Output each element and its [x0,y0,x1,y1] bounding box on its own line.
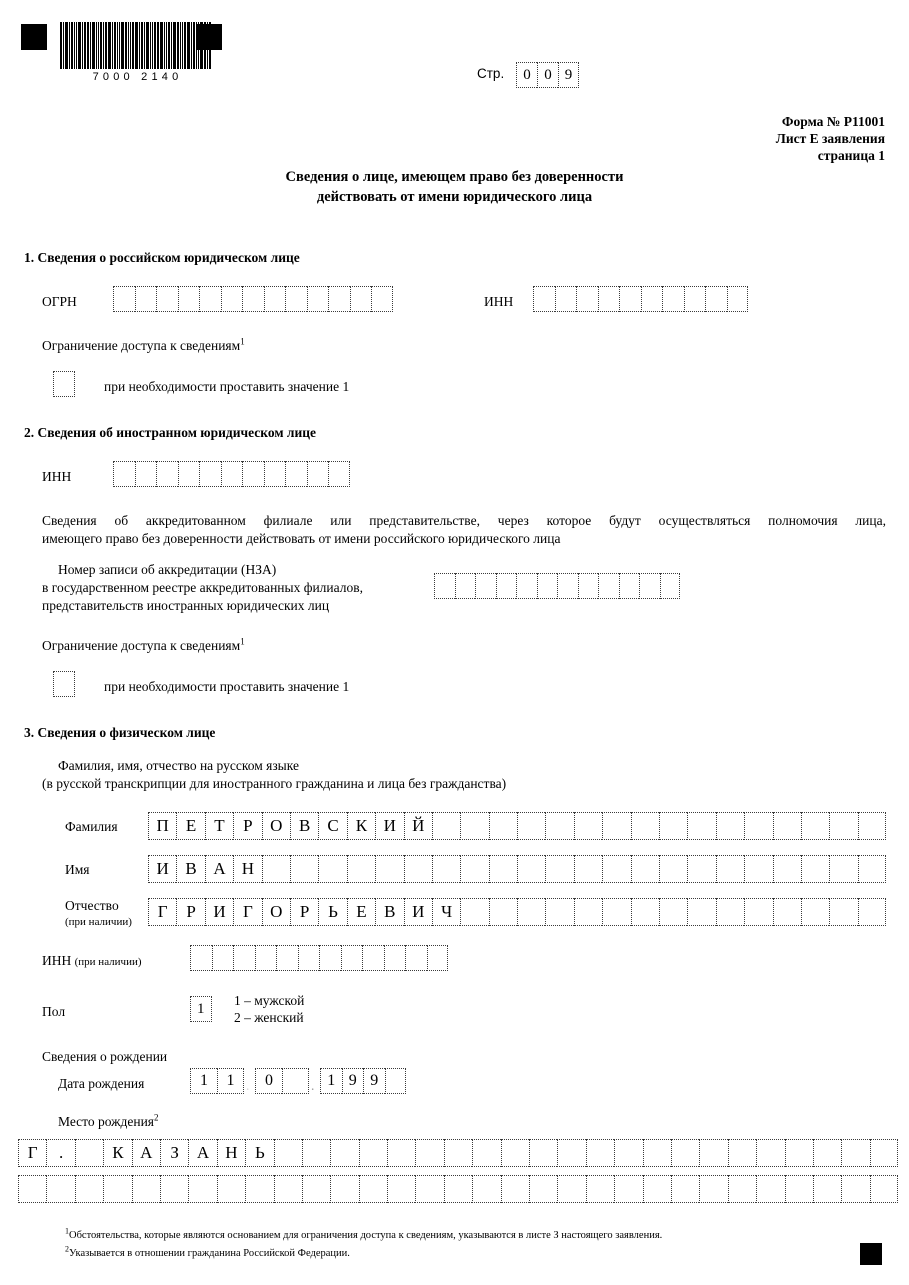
cell[interactable]: 9 [363,1068,385,1094]
cell[interactable] [586,1139,614,1167]
cell[interactable] [671,1175,699,1203]
cell[interactable] [602,855,630,883]
birth-date-label: Дата рождения [58,1076,145,1091]
form-sheet: Лист Е заявления [775,131,885,146]
cell[interactable] [385,1068,407,1094]
branch-info-text-line-2: имеющего право без доверенности действовать от имени российского юридического лица [42,531,561,546]
cell[interactable] [387,1175,415,1203]
cell[interactable] [858,855,886,883]
cell[interactable]: Н [217,1139,245,1167]
cell[interactable] [801,855,829,883]
gender-option-male: 1 – мужской [234,993,305,1008]
cell[interactable] [870,1175,898,1203]
cell[interactable] [619,573,640,599]
cell[interactable] [178,286,200,312]
cell[interactable] [785,1139,813,1167]
cell[interactable] [545,855,573,883]
cell[interactable]: Ь [245,1139,273,1167]
cell[interactable]: С [318,812,346,840]
cell[interactable] [631,812,659,840]
cell[interactable] [641,286,663,312]
gender-label: Пол [42,1004,66,1019]
cell[interactable]: 1 [320,1068,342,1094]
registration-mark-top-left [21,24,47,50]
cell[interactable] [716,812,744,840]
cell[interactable] [858,812,886,840]
cell[interactable] [574,812,602,840]
cell[interactable] [199,286,221,312]
cell[interactable] [858,898,886,926]
cell[interactable] [829,812,857,840]
cell[interactable]: А [205,855,233,883]
barcode-image [60,22,212,69]
cell[interactable] [841,1175,869,1203]
firstname-input[interactable] [148,855,886,883]
cell[interactable]: О [262,812,290,840]
restriction-label-1: Ограничение доступа к сведениям$^1$ [42,336,245,353]
cell[interactable] [330,1175,358,1203]
cell[interactable] [330,1139,358,1167]
restriction-hint-2: при необходимости проставить значение 1 [104,679,350,694]
birth-date-separator-1: . [246,1078,250,1093]
cell[interactable]: И [148,855,176,883]
cell[interactable] [319,945,341,971]
cell[interactable] [285,461,307,487]
birth-place-input-line-2[interactable] [18,1175,898,1203]
cell[interactable] [285,286,307,312]
cell[interactable]: 1 [217,1068,244,1094]
cell[interactable] [529,1175,557,1203]
cell[interactable] [576,286,598,312]
birth-place-input-line-1[interactable] [18,1139,898,1167]
cell[interactable] [671,1139,699,1167]
cell[interactable] [53,371,75,397]
cell[interactable] [132,1175,160,1203]
cell[interactable] [75,1139,103,1167]
cell[interactable] [302,1175,330,1203]
cell[interactable] [405,945,427,971]
cell[interactable] [274,1175,302,1203]
cell[interactable] [328,286,350,312]
barcode-number: 7000 2140 [92,71,183,83]
page-number-label: Стр. [477,66,505,81]
cell[interactable] [614,1139,642,1167]
cell[interactable] [341,945,363,971]
cell[interactable] [496,573,517,599]
cell[interactable] [801,898,829,926]
nza-label-line-3: представительств иностранных юридических лиц [42,598,330,613]
form-identification [776,113,885,164]
restriction-value-input-2[interactable] [53,671,75,697]
cell[interactable] [444,1175,472,1203]
cell[interactable] [773,812,801,840]
cell[interactable] [489,812,517,840]
name-note-line-1: Фамилия, имя, отчество на русском языке [58,758,299,773]
cell[interactable] [444,1139,472,1167]
cell[interactable] [687,898,715,926]
nza-label-line-1: Номер записи об аккредитации (НЗА) [58,562,277,577]
section-1-heading: 1. Сведения о российском юридическом лице [24,250,300,265]
cell[interactable] [245,1175,273,1203]
birth-day-input[interactable] [190,1068,244,1094]
cell[interactable] [307,286,329,312]
form-page-of-sheet: страница 1 [817,148,885,163]
cell[interactable]: В [290,812,318,840]
restriction-label-2: Ограничение доступа к сведениям$^1$ [42,636,245,653]
cell[interactable] [744,855,772,883]
birth-date-separator-2: . [311,1078,315,1093]
cell[interactable] [298,945,320,971]
page-title-line-1: Сведения о лице, имеющем право без доверенности [285,169,624,185]
cell[interactable] [598,286,620,312]
cell[interactable] [472,1139,500,1167]
nza-label-line-2: в государственном реестре аккредитованных филиалов, [42,580,363,595]
cell[interactable] [643,1175,671,1203]
footnote-2: $^2$Указывается в отношении гражданина Российской Федерации. [65,1244,350,1259]
cell[interactable] [434,573,455,599]
cell[interactable] [262,855,290,883]
cell[interactable] [113,461,135,487]
cell[interactable] [699,1175,727,1203]
name-note-line-2: (в русской транскрипции для иностранного гражданина и лица без гражданства) [42,776,507,791]
cell[interactable] [598,573,619,599]
cell[interactable] [135,286,157,312]
cell[interactable] [756,1175,784,1203]
cell[interactable]: Ч [432,898,460,926]
cell[interactable] [728,1139,756,1167]
cell[interactable] [813,1175,841,1203]
cell[interactable] [472,1175,500,1203]
cell[interactable] [190,945,212,971]
cell[interactable]: Т [205,812,233,840]
inn-foreign-label: ИНН [42,469,72,484]
cell[interactable] [705,286,727,312]
cell[interactable] [829,855,857,883]
cell[interactable] [517,812,545,840]
cell[interactable]: Г [148,898,176,926]
cell[interactable] [387,1139,415,1167]
cell[interactable] [687,855,715,883]
cell[interactable] [276,945,298,971]
cell[interactable] [557,1139,585,1167]
cell[interactable]: Ь [318,898,346,926]
cell[interactable] [188,1175,216,1203]
cell[interactable] [460,855,488,883]
cell[interactable]: И [205,898,233,926]
cell[interactable] [545,898,573,926]
cell[interactable] [870,1139,898,1167]
cell[interactable] [728,1175,756,1203]
cell[interactable] [529,1139,557,1167]
cell[interactable]: . [46,1139,74,1167]
surname-input[interactable] [148,812,886,840]
restriction-value-input-1[interactable] [53,371,75,397]
cell[interactable] [359,1139,387,1167]
cell[interactable] [307,461,329,487]
cell[interactable] [631,898,659,926]
cell[interactable]: Е [176,812,204,840]
patronymic-input[interactable] [148,898,886,926]
cell[interactable] [773,898,801,926]
cell[interactable] [744,898,772,926]
cell[interactable] [557,1175,585,1203]
cell[interactable]: 0 [255,1068,282,1094]
cell[interactable] [455,573,476,599]
cell[interactable]: Н [233,855,261,883]
cell[interactable] [404,855,432,883]
cell[interactable] [489,898,517,926]
cell[interactable] [264,461,286,487]
cell[interactable] [460,812,488,840]
surname-label: Фамилия [65,819,118,834]
cell[interactable] [602,812,630,840]
cell[interactable] [813,1139,841,1167]
cell[interactable] [53,671,75,697]
cell[interactable] [135,461,157,487]
cell[interactable]: Е [347,898,375,926]
section-2-heading: 2. Сведения об иностранном юридическом лице [24,425,317,440]
cell[interactable]: О [262,898,290,926]
birth-info-heading: Сведения о рождении [42,1049,168,1064]
cell[interactable] [660,573,681,599]
cell[interactable] [328,461,350,487]
cell[interactable] [517,898,545,926]
cell[interactable] [242,461,264,487]
cell[interactable] [242,286,264,312]
cell[interactable] [290,855,318,883]
form-number: Форма № Р11001 [781,114,885,129]
cell[interactable] [255,945,277,971]
page-title-line-2: действовать от имени юридического лица [316,189,593,205]
birth-month-input[interactable] [255,1068,309,1094]
cell[interactable] [375,855,403,883]
cell[interactable] [489,855,517,883]
cell[interactable] [103,1175,131,1203]
cell[interactable] [217,1175,245,1203]
patronymic-label: Отчество [65,898,119,913]
cell[interactable]: П [148,812,176,840]
cell[interactable] [178,461,200,487]
cell[interactable] [727,286,749,312]
cell[interactable] [302,1139,330,1167]
cell[interactable] [659,855,687,883]
cell[interactable] [631,855,659,883]
restriction-hint-1: при необходимости проставить значение 1 [104,379,350,394]
inn-ru-label: ИНН [484,294,514,309]
gender-option-female: 2 – женский [234,1010,304,1025]
cell[interactable] [199,461,221,487]
cell[interactable] [233,945,255,971]
cell[interactable] [274,1139,302,1167]
cell[interactable] [318,855,346,883]
cell[interactable] [415,1175,443,1203]
inn-foreign-input[interactable] [113,461,350,487]
cell[interactable] [221,286,243,312]
cell[interactable] [371,286,393,312]
gender-cell[interactable]: 1 [190,996,212,1022]
barcode-block [60,22,212,83]
nza-input[interactable] [434,573,680,599]
cell[interactable]: И [375,812,403,840]
cell[interactable]: 0 [537,62,558,88]
cell[interactable] [662,286,684,312]
cell[interactable] [841,1139,869,1167]
page-number-cells[interactable] [516,62,579,88]
cell[interactable] [829,898,857,926]
cell[interactable] [432,855,460,883]
inn-person-input[interactable] [190,945,448,971]
cell[interactable] [156,286,178,312]
ogrn-input[interactable] [113,286,393,312]
cell[interactable] [282,1068,309,1094]
cell[interactable] [359,1175,387,1203]
inn-person-label: ИНН (при наличии) [42,953,142,968]
birth-place-label: Место рождения$^2$ [58,1112,159,1129]
cell[interactable]: 0 [516,62,537,88]
birth-place-footnote-ref: 2 [154,1112,159,1123]
cell[interactable] [415,1139,443,1167]
cell[interactable]: А [188,1139,216,1167]
cell[interactable] [113,286,135,312]
cell[interactable] [362,945,384,971]
cell[interactable] [221,461,243,487]
cell[interactable] [756,1139,784,1167]
cell[interactable] [427,945,449,971]
inn-ru-input[interactable] [533,286,748,312]
patronymic-sublabel: (при наличии) [65,916,132,928]
cell[interactable] [18,1175,46,1203]
cell[interactable] [75,1175,103,1203]
cell[interactable] [773,855,801,883]
cell[interactable]: Г [18,1139,46,1167]
cell[interactable]: В [375,898,403,926]
restriction-footnote-ref-1: 1 [240,336,245,347]
cell[interactable]: Р [233,812,261,840]
cell[interactable]: 9 [558,62,579,88]
cell[interactable]: 9 [342,1068,364,1094]
gender-input[interactable] [190,996,212,1022]
cell[interactable]: И [404,898,432,926]
cell[interactable] [545,812,573,840]
cell[interactable] [501,1175,529,1203]
cell[interactable] [212,945,234,971]
cell[interactable]: В [176,855,204,883]
cell[interactable] [785,1175,813,1203]
cell[interactable] [156,461,178,487]
cell[interactable] [350,286,372,312]
restriction-footnote-ref-2: 1 [240,636,245,647]
cell[interactable] [537,573,558,599]
cell[interactable] [475,573,496,599]
cell[interactable]: Р [176,898,204,926]
cell[interactable] [533,286,555,312]
cell[interactable] [555,286,577,312]
cell[interactable] [744,812,772,840]
cell[interactable] [659,812,687,840]
cell[interactable] [659,898,687,926]
cell[interactable]: Р [290,898,318,926]
cell[interactable] [160,1175,188,1203]
cell[interactable] [557,573,578,599]
cell[interactable] [801,812,829,840]
cell[interactable]: К [103,1139,131,1167]
cell[interactable]: К [347,812,375,840]
cell[interactable] [574,898,602,926]
cell[interactable] [602,898,630,926]
firstname-label: Имя [65,862,90,877]
cell[interactable] [384,945,406,971]
cell[interactable]: З [160,1139,188,1167]
cell[interactable] [614,1175,642,1203]
cell[interactable] [432,812,460,840]
cell[interactable] [586,1175,614,1203]
cell[interactable] [46,1175,74,1203]
cell[interactable]: Й [404,812,432,840]
cell[interactable] [347,855,375,883]
cell[interactable] [264,286,286,312]
cell[interactable] [516,573,537,599]
cell[interactable] [578,573,599,599]
cell[interactable] [716,898,744,926]
cell[interactable] [716,855,744,883]
cell[interactable]: А [132,1139,160,1167]
birth-year-input[interactable] [320,1068,406,1094]
registration-mark-bottom-right [860,1243,882,1265]
cell[interactable]: 1 [190,1068,217,1094]
cell[interactable] [460,898,488,926]
cell[interactable] [574,855,602,883]
cell[interactable] [643,1139,671,1167]
cell[interactable] [517,855,545,883]
cell[interactable] [639,573,660,599]
page-title [0,167,909,207]
cell[interactable] [684,286,706,312]
cell[interactable] [699,1139,727,1167]
cell[interactable] [687,812,715,840]
branch-info-text-line-1: Сведения об аккредитованном филиале или представительстве, через которое будут осуществляться полномочия лица, [42,513,886,528]
section-3-heading: 3. Сведения о физическом лице [24,725,216,740]
ogrn-label: ОГРН [42,294,77,309]
cell[interactable] [501,1139,529,1167]
footnote-1: $^1$Обстоятельства, которые являются основанием для ограничения доступа к сведениям, указываются в листе З настоящего заявления. [65,1226,663,1241]
cell[interactable]: Г [233,898,261,926]
cell[interactable] [619,286,641,312]
